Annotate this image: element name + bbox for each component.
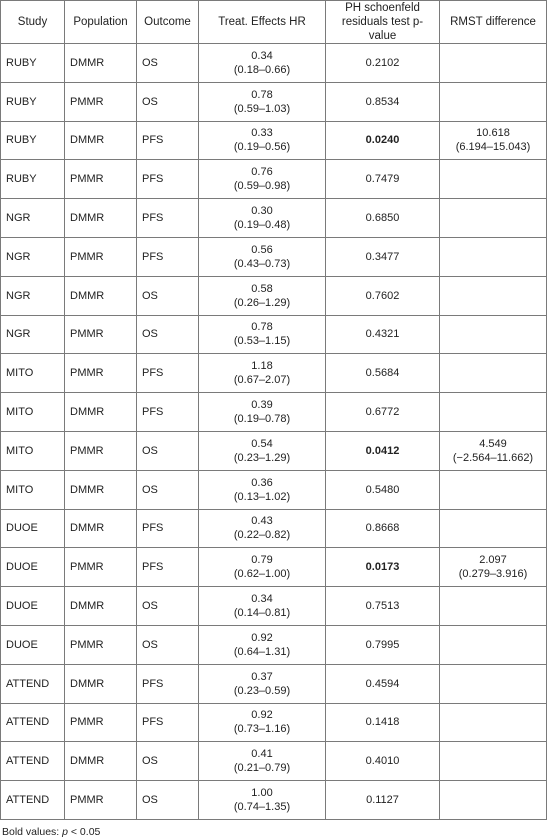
cell-outcome: OS	[137, 431, 199, 470]
cell-study: MITO	[1, 431, 65, 470]
cell-rmst	[440, 82, 547, 121]
cell-outcome: OS	[137, 315, 199, 354]
cell-outcome: OS	[137, 587, 199, 626]
cell-p-value: 0.8668	[326, 509, 440, 548]
table-row	[1, 199, 547, 238]
hr-value: 0.34	[251, 49, 273, 62]
cell-population: PMMR	[65, 82, 137, 121]
hr-value: 0.34	[251, 593, 273, 606]
hr-ci: (0.26–1.29)	[233, 296, 291, 309]
cell-p-value: 0.4594	[326, 664, 440, 703]
hr-ci: (0.59–0.98)	[233, 180, 291, 193]
cell-study: DUOE	[1, 625, 65, 664]
cell-population: PMMR	[65, 703, 137, 742]
cell-population: DMMR	[65, 509, 137, 548]
cell-p-value: 0.5480	[326, 470, 440, 509]
table-row	[1, 470, 547, 509]
footnote-p-symbol: p	[62, 825, 68, 838]
hr-ci: (0.21–0.79)	[233, 762, 291, 775]
hr-value: 0.58	[251, 282, 273, 295]
hr-ci: (0.14–0.81)	[233, 607, 291, 620]
cell-rmst	[440, 781, 547, 820]
cell-rmst	[440, 121, 547, 160]
cell-population: PMMR	[65, 354, 137, 393]
header-rmst: RMST difference	[440, 1, 547, 44]
cell-population: DMMR	[65, 742, 137, 781]
hr-ci: (0.13–1.02)	[233, 490, 291, 503]
cell-population: PMMR	[65, 781, 137, 820]
header-outcome: Outcome	[137, 1, 199, 44]
header-hr: Treat. Effects HR	[199, 1, 326, 44]
cell-p-value: 0.4321	[326, 315, 440, 354]
hr-value: 0.43	[251, 515, 273, 528]
cell-outcome: PFS	[137, 703, 199, 742]
hr-value: 0.79	[251, 554, 273, 567]
hr-value: 0.92	[251, 709, 273, 722]
hr-value: 1.18	[251, 360, 273, 373]
hr-ci: (0.64–1.31)	[233, 645, 291, 658]
rmst-ci: (0.279–3.916)	[458, 568, 528, 581]
hr-ci: (0.59–1.03)	[233, 102, 291, 115]
cell-study: NGR	[1, 315, 65, 354]
table-row	[1, 82, 547, 121]
table-row	[1, 276, 547, 315]
cell-rmst	[440, 44, 547, 83]
hr-ci: (0.18–0.66)	[233, 63, 291, 76]
table-row	[1, 431, 547, 470]
cell-hr	[199, 509, 326, 548]
cell-study: NGR	[1, 276, 65, 315]
cell-hr	[199, 237, 326, 276]
cell-rmst	[440, 587, 547, 626]
cell-population: DMMR	[65, 393, 137, 432]
header-ph-line2: residuals test p-value	[341, 16, 424, 42]
cell-hr	[199, 470, 326, 509]
header-population: Population	[65, 1, 137, 44]
footnote	[2, 826, 547, 838]
hr-ci: (0.23–0.59)	[233, 684, 291, 697]
cell-outcome: OS	[137, 625, 199, 664]
cell-rmst	[440, 664, 547, 703]
table-row	[1, 548, 547, 587]
cell-study: MITO	[1, 393, 65, 432]
cell-outcome: PFS	[137, 121, 199, 160]
table-row	[1, 781, 547, 820]
rmst-ci: (−2.564–11.662)	[452, 451, 534, 464]
hr-value: 0.92	[251, 631, 273, 644]
footnote-suffix: < 0.05	[67, 825, 101, 838]
rmst-ci: (6.194–15.043)	[455, 141, 531, 154]
table-row	[1, 393, 547, 432]
cell-study: ATTEND	[1, 703, 65, 742]
cell-outcome: PFS	[137, 237, 199, 276]
cell-population: PMMR	[65, 237, 137, 276]
cell-study: NGR	[1, 237, 65, 276]
cell-hr	[199, 199, 326, 238]
cell-outcome: PFS	[137, 160, 199, 199]
cell-population: DMMR	[65, 470, 137, 509]
cell-p-value: 0.7995	[326, 625, 440, 664]
table-row	[1, 121, 547, 160]
table-row	[1, 44, 547, 83]
cell-p-value: 0.7602	[326, 276, 440, 315]
cell-hr	[199, 703, 326, 742]
cell-p-value: 0.0240	[326, 121, 440, 160]
hr-value: 0.78	[251, 321, 273, 334]
cell-outcome: PFS	[137, 393, 199, 432]
hr-ci: (0.73–1.16)	[233, 723, 291, 736]
cell-p-value: 0.6772	[326, 393, 440, 432]
cell-p-value: 0.4010	[326, 742, 440, 781]
hr-ci: (0.53–1.15)	[233, 335, 291, 348]
cell-p-value: 0.1418	[326, 703, 440, 742]
hr-ci: (0.23–1.29)	[233, 451, 291, 464]
cell-hr	[199, 664, 326, 703]
hr-value: 0.56	[251, 243, 273, 256]
cell-study: RUBY	[1, 44, 65, 83]
hr-ci: (0.74–1.35)	[233, 801, 291, 814]
cell-hr	[199, 393, 326, 432]
cell-rmst	[440, 237, 547, 276]
cell-population: DMMR	[65, 587, 137, 626]
cell-rmst	[440, 548, 547, 587]
footnote-prefix: Bold values:	[2, 825, 63, 838]
cell-hr	[199, 160, 326, 199]
cell-study: MITO	[1, 470, 65, 509]
cell-hr	[199, 315, 326, 354]
cell-rmst	[440, 703, 547, 742]
cell-hr	[199, 354, 326, 393]
hr-value: 0.39	[251, 399, 273, 412]
cell-hr	[199, 44, 326, 83]
cell-study: DUOE	[1, 548, 65, 587]
cell-study: ATTEND	[1, 664, 65, 703]
hr-value: 1.00	[251, 787, 273, 800]
cell-population: DMMR	[65, 276, 137, 315]
cell-outcome: PFS	[137, 199, 199, 238]
table-row	[1, 703, 547, 742]
cell-population: PMMR	[65, 315, 137, 354]
cell-rmst	[440, 199, 547, 238]
table-row	[1, 587, 547, 626]
cell-study: ATTEND	[1, 742, 65, 781]
cell-p-value: 0.7513	[326, 587, 440, 626]
cell-outcome: PFS	[137, 509, 199, 548]
cell-hr	[199, 276, 326, 315]
cell-p-value: 0.7479	[326, 160, 440, 199]
cell-population: DMMR	[65, 664, 137, 703]
table-row	[1, 625, 547, 664]
hr-value: 0.54	[251, 437, 273, 450]
cell-rmst	[440, 315, 547, 354]
cell-study: ATTEND	[1, 781, 65, 820]
cell-population: PMMR	[65, 625, 137, 664]
cell-study: DUOE	[1, 587, 65, 626]
cell-population: DMMR	[65, 121, 137, 160]
cell-p-value: 0.0173	[326, 548, 440, 587]
cell-hr	[199, 742, 326, 781]
cell-rmst	[440, 160, 547, 199]
cell-study: RUBY	[1, 121, 65, 160]
cell-rmst	[440, 742, 547, 781]
cell-hr	[199, 121, 326, 160]
hr-value: 0.41	[251, 748, 273, 761]
table-row	[1, 354, 547, 393]
rmst-value: 10.618	[476, 127, 510, 140]
header-row	[1, 1, 547, 44]
cell-p-value: 0.3477	[326, 237, 440, 276]
header-ph-line1: PH schoenfeld	[345, 2, 420, 14]
cell-outcome: OS	[137, 781, 199, 820]
cell-hr	[199, 781, 326, 820]
hr-ci: (0.19–0.78)	[233, 413, 291, 426]
cell-hr	[199, 587, 326, 626]
header-ph-test	[326, 1, 440, 44]
cell-rmst	[440, 276, 547, 315]
hr-value: 0.78	[251, 88, 273, 101]
cell-population: PMMR	[65, 160, 137, 199]
cell-outcome: OS	[137, 82, 199, 121]
cell-outcome: OS	[137, 742, 199, 781]
hr-ci: (0.43–0.73)	[233, 257, 291, 270]
cell-rmst	[440, 625, 547, 664]
cell-study: NGR	[1, 199, 65, 238]
cell-rmst	[440, 393, 547, 432]
hr-ci: (0.19–0.48)	[233, 219, 291, 232]
cell-outcome: PFS	[137, 548, 199, 587]
table-row	[1, 509, 547, 548]
cell-p-value: 0.1127	[326, 781, 440, 820]
cell-hr	[199, 625, 326, 664]
rmst-value: 4.549	[479, 437, 507, 450]
hr-value: 0.33	[251, 127, 273, 140]
cell-rmst	[440, 354, 547, 393]
hr-ci: (0.22–0.82)	[233, 529, 291, 542]
cell-p-value: 0.6850	[326, 199, 440, 238]
cell-p-value: 0.2102	[326, 44, 440, 83]
cell-hr	[199, 431, 326, 470]
cell-p-value: 0.8534	[326, 82, 440, 121]
cell-hr	[199, 548, 326, 587]
cell-outcome: OS	[137, 44, 199, 83]
table-row	[1, 160, 547, 199]
table-row	[1, 237, 547, 276]
cell-p-value: 0.5684	[326, 354, 440, 393]
hr-ci: (0.19–0.56)	[233, 141, 291, 154]
cell-outcome: OS	[137, 470, 199, 509]
table-row	[1, 664, 547, 703]
cell-rmst	[440, 431, 547, 470]
cell-rmst	[440, 470, 547, 509]
header-study: Study	[1, 1, 65, 44]
cell-rmst	[440, 509, 547, 548]
cell-population: DMMR	[65, 44, 137, 83]
table-body	[1, 44, 547, 820]
hr-value: 0.37	[251, 670, 273, 683]
cell-outcome: OS	[137, 276, 199, 315]
cell-population: DMMR	[65, 199, 137, 238]
cell-hr	[199, 82, 326, 121]
hr-value: 0.76	[251, 166, 273, 179]
cell-study: RUBY	[1, 160, 65, 199]
hr-value: 0.30	[251, 205, 273, 218]
cell-study: DUOE	[1, 509, 65, 548]
cell-p-value: 0.0412	[326, 431, 440, 470]
cell-study: RUBY	[1, 82, 65, 121]
cell-outcome: PFS	[137, 354, 199, 393]
hr-ci: (0.62–1.00)	[233, 568, 291, 581]
cell-outcome: PFS	[137, 664, 199, 703]
cell-population: PMMR	[65, 431, 137, 470]
hr-ci: (0.67–2.07)	[233, 374, 291, 387]
cell-population: PMMR	[65, 548, 137, 587]
table-row	[1, 315, 547, 354]
hr-value: 0.36	[251, 476, 273, 489]
table-row	[1, 742, 547, 781]
cell-study: MITO	[1, 354, 65, 393]
rmst-value: 2.097	[479, 554, 507, 567]
